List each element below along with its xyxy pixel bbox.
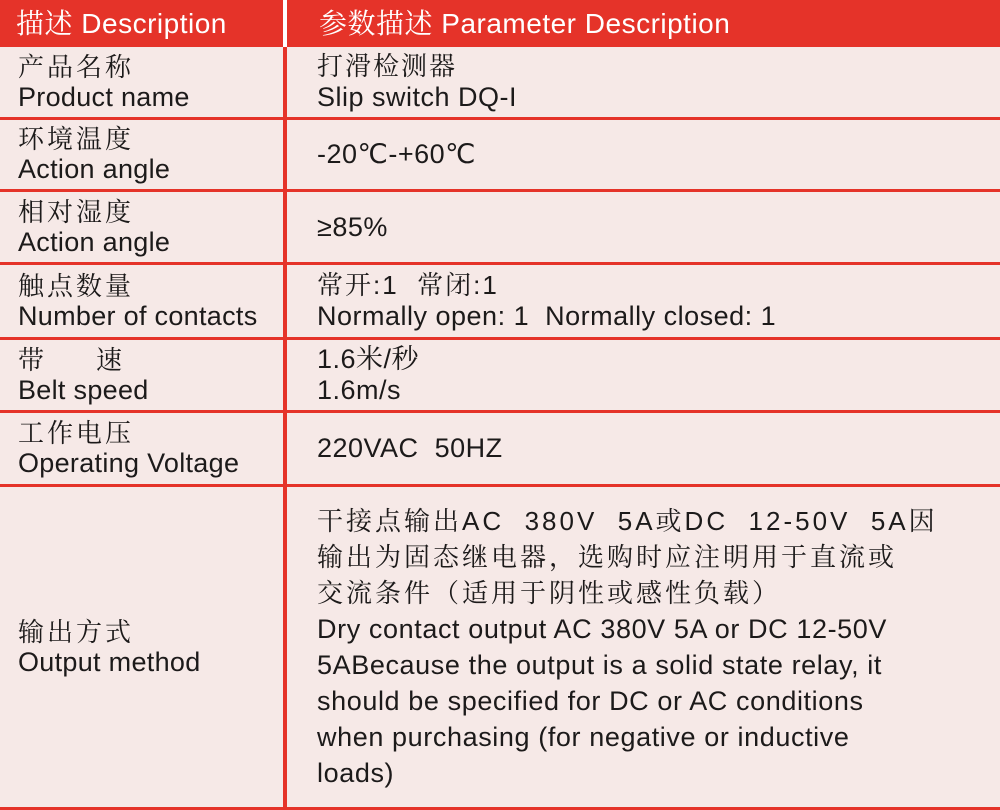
table-row-ambient-temperature [0, 119, 1000, 191]
value-line: 打滑检测器 [317, 51, 458, 81]
label-cell [0, 264, 285, 339]
value-cell [285, 191, 1000, 264]
table-row-operating-voltage [0, 412, 1000, 486]
value-line: ≥85% [317, 211, 388, 242]
label-cell [0, 46, 285, 119]
value-line: Normally open: 1 Normally closed: 1 [317, 301, 777, 331]
label-en: Belt speed [18, 374, 149, 405]
value-line: should be specified for DC or AC conditions [317, 686, 864, 716]
table-row-product-name [0, 46, 1000, 119]
label-zh: 环境温度 [18, 124, 135, 154]
label-zh: 带速 [18, 344, 175, 375]
value-cell [285, 119, 1000, 191]
value-line: 输出为固态继电器，选购时应注明用于直流或 [317, 542, 898, 572]
header-description: 描述 Description [0, 0, 285, 46]
label-cell [0, 191, 285, 264]
header-parameter-description: 参数描述 Parameter Description [285, 0, 1000, 46]
label-cell [0, 412, 285, 486]
value-line: 1.6m/s [317, 375, 402, 405]
value-line: Slip switch DQ-I [317, 82, 518, 112]
table-row-relative-humidity [0, 191, 1000, 264]
value-line: Dry contact output AC 380V 5A or DC 12-50V [317, 614, 887, 644]
value-line: when purchasing (for negative or inductive [317, 722, 850, 752]
label-en: Operating Voltage [18, 448, 240, 478]
value-line: 220VAC 50HZ [317, 433, 503, 463]
table-row-contacts [0, 264, 1000, 339]
value-line: 干接点输出AC 380V 5A或DC 12-50V 5A因 [317, 506, 938, 536]
value-line: loads) [317, 758, 395, 788]
label-zh: 相对湿度 [18, 196, 135, 227]
label-cell [0, 119, 285, 191]
label-zh: 触点数量 [18, 270, 135, 301]
value-cell [285, 264, 1000, 339]
value-line: 交流条件（适用于阴性或感性负载） [317, 578, 782, 608]
table-header-row [0, 0, 1000, 46]
value-line: 5ABecause the output is a solid state relay, it [317, 650, 883, 680]
label-en: Product name [18, 81, 190, 112]
label-cell [0, 339, 285, 412]
table-row-output-method [0, 486, 1000, 809]
value-cell [285, 486, 1000, 809]
value-cell [285, 412, 1000, 486]
label-en: Action angle [18, 154, 171, 184]
label-cell [0, 486, 285, 809]
value-line: 1.6米/秒 [317, 344, 420, 374]
value-line: 常开:1 常闭:1 [317, 270, 499, 300]
value-cell [285, 46, 1000, 119]
table-row-belt-speed [0, 339, 1000, 412]
label-en: Output method [18, 646, 201, 677]
label-zh: 工作电压 [18, 418, 135, 448]
label-en: Number of contacts [18, 300, 258, 331]
label-zh: 产品名称 [18, 51, 135, 82]
value-cell [285, 339, 1000, 412]
label-en: Action angle [18, 226, 171, 257]
label-zh: 输出方式 [18, 616, 135, 647]
value-line: -20℃-+60℃ [317, 139, 476, 169]
